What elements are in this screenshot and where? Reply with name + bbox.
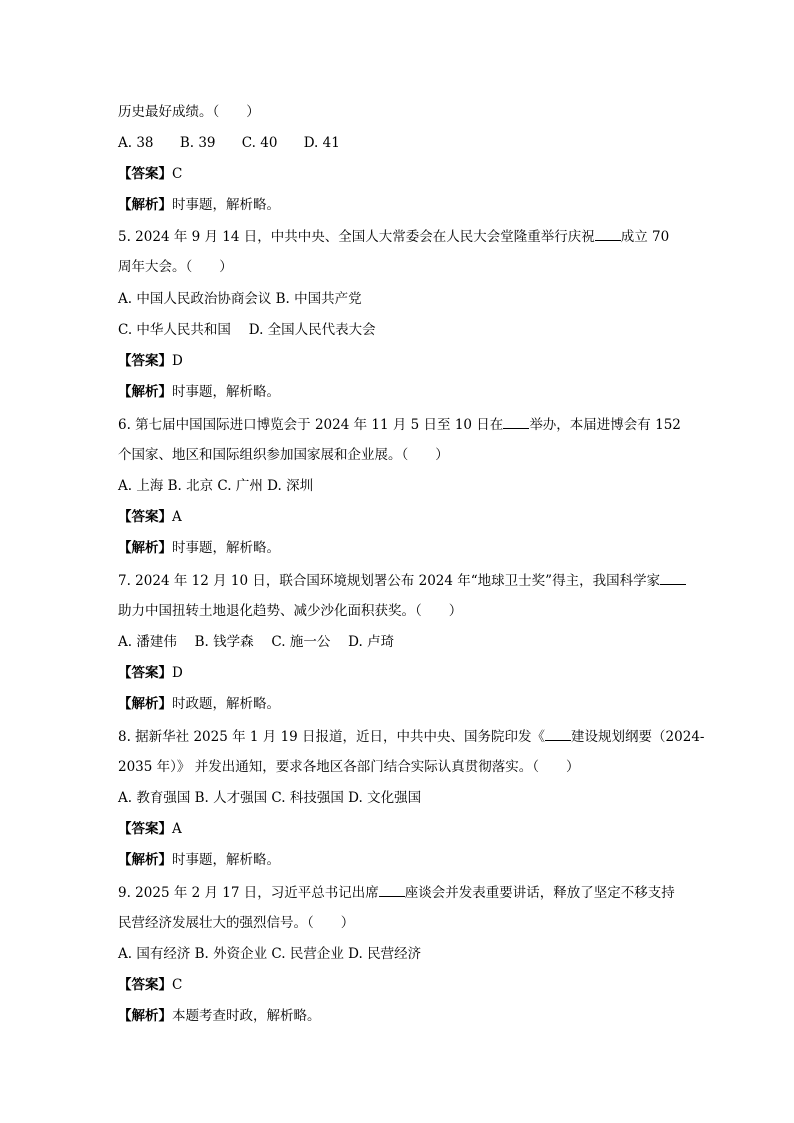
q4-option-b: B. 39 — [179, 135, 216, 151]
q5-answer — [118, 351, 678, 371]
q6-stem-text-a: 6. 第七届中国国际进口博览会于 2024 年 11 月 5 日至 10 日在 — [118, 417, 504, 433]
q5-options-line1 — [118, 289, 678, 309]
q7-stem-line2 — [118, 601, 678, 621]
answer-blank — [660, 570, 686, 585]
q4-answer — [118, 164, 678, 184]
q5-stem-line2 — [118, 257, 678, 277]
q9-answer — [118, 975, 678, 995]
q9-analysis — [118, 1006, 678, 1026]
q4-stem — [118, 102, 678, 122]
q6-options-text: A. 上海 B. 北京 C. 广州 D. 深圳 — [118, 478, 314, 494]
q8-stem-text-b: 建设规划纲要（2024- — [571, 729, 705, 745]
q7-stem-text-a: 7. 2024 年 12 月 10 日，联合国环境规划署公布 2024 年“地球卫士奖”得主，我国科学家 — [118, 573, 661, 589]
q5-analysis — [118, 382, 678, 402]
q8-options-text: A. 教育强国 B. 人才强国 C. 科技强国 D. 文化强国 — [118, 790, 422, 806]
q6-analysis — [118, 538, 678, 558]
answer-label: 【答案】 — [118, 665, 172, 681]
q9-stem-text-c: 民营经济发展壮大的强烈信号。（ ） — [118, 915, 355, 931]
q5-stem-text-a: 5. 2024 年 9 月 14 日，中共中央、全国人大常委会在人民大会堂隆重举行庆祝 — [118, 229, 595, 245]
q6-stem-line1 — [118, 414, 681, 435]
q8-stem-text-c: 2035 年）》 并发出通知，要求各地区各部门结合实际认真贯彻落实。（ ） — [118, 759, 580, 775]
analysis-label: 【解析】 — [118, 852, 172, 868]
q9-analysis-text: 本题考查时政，解析略。 — [172, 1008, 321, 1024]
q5-stem-text-c: 周年大会。（ ） — [118, 259, 233, 275]
q7-options-text: A. 潘建伟 B. 钱学森 C. 施一公 D. 卢琦 — [118, 634, 395, 650]
q6-stem-text-c: 个国家、地区和国际组织参加国家展和企业展。（ ） — [118, 447, 449, 463]
q5-analysis-text: 时事题，解析略。 — [172, 384, 280, 400]
answer-label: 【答案】 — [118, 821, 172, 837]
answer-blank — [379, 882, 405, 897]
q9-stem-text-b: 座谈会并发表重要讲话，释放了坚定不移支持 — [404, 885, 675, 901]
answer-blank — [503, 414, 529, 429]
q6-analysis-text: 时事题，解析略。 — [172, 540, 280, 556]
q6-stem-text-b: 举办，本届进博会有 152 — [529, 417, 681, 433]
q9-stem-text-a: 9. 2025 年 2 月 17 日，习近平总书记出席 — [118, 885, 379, 901]
q4-stem-text: 历史最好成绩。（ ） — [118, 104, 260, 120]
q5-options-ab: A. 中国人民政治协商会议 B. 中国共产党 — [118, 291, 362, 307]
q9-options — [118, 944, 678, 964]
q8-analysis — [118, 850, 678, 870]
q8-options — [118, 788, 678, 808]
q6-answer — [118, 507, 678, 527]
q7-options — [118, 632, 678, 652]
q5-options-cd: C. 中华人民共和国 D. 全国人民代表大会 — [118, 322, 376, 338]
q9-answer-value: C — [172, 977, 183, 993]
q4-analysis-text: 时事题，解析略。 — [172, 197, 280, 213]
q7-stem-line1 — [118, 570, 678, 591]
analysis-label: 【解析】 — [118, 197, 172, 213]
q8-analysis-text: 时事题，解析略。 — [172, 852, 280, 868]
q4-answer-value: C — [172, 166, 183, 182]
answer-label: 【答案】 — [118, 353, 172, 369]
q6-stem-line2 — [118, 445, 678, 465]
q9-stem-line2 — [118, 913, 678, 933]
answer-label: 【答案】 — [118, 977, 172, 993]
q4-analysis — [118, 195, 678, 215]
answer-blank — [595, 226, 621, 241]
answer-label: 【答案】 — [118, 509, 172, 525]
q7-answer — [118, 663, 678, 683]
q4-option-d: D. 41 — [303, 135, 340, 151]
q5-answer-value: D — [172, 353, 183, 369]
q8-answer-value: A — [172, 821, 182, 837]
q6-options — [118, 476, 678, 496]
q7-analysis — [118, 694, 678, 714]
q8-stem-line1 — [118, 726, 705, 747]
q4-option-a: A. 38 — [118, 135, 154, 151]
q5-options-line2 — [118, 320, 678, 340]
analysis-label: 【解析】 — [118, 696, 172, 712]
q9-stem-line1 — [118, 882, 678, 903]
q4-option-c: C. 40 — [241, 135, 278, 151]
q7-analysis-text: 时政题，解析略。 — [172, 696, 280, 712]
q7-stem-text-b: 助力中国扭转土地退化趋势、减少沙化面积获奖。（ ） — [118, 603, 463, 619]
q5-stem-line1 — [118, 226, 678, 247]
q8-stem-text-a: 8. 据新华社 2025 年 1 月 19 日报道，近日，中共中央、国务院印发《 — [118, 729, 546, 745]
analysis-label: 【解析】 — [118, 384, 172, 400]
q4-options — [118, 133, 678, 153]
q5-stem-text-b: 成立 70 — [620, 229, 670, 245]
q8-stem-line2 — [118, 757, 678, 777]
q8-answer — [118, 819, 678, 839]
q7-answer-value: D — [172, 665, 183, 681]
analysis-label: 【解析】 — [118, 540, 172, 556]
analysis-label: 【解析】 — [118, 1008, 172, 1024]
q9-options-text: A. 国有经济 B. 外资企业 C. 民营企业 D. 民营经济 — [118, 946, 422, 962]
q6-answer-value: A — [172, 509, 182, 525]
answer-label: 【答案】 — [118, 166, 172, 182]
answer-blank — [545, 726, 571, 741]
